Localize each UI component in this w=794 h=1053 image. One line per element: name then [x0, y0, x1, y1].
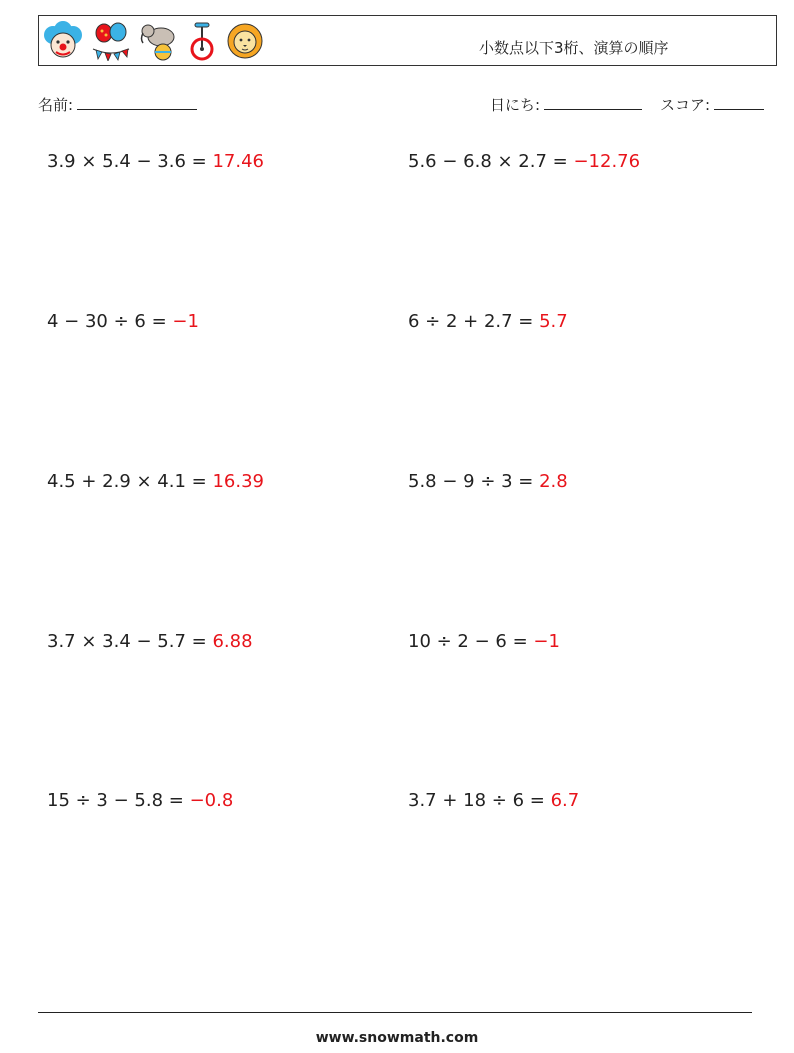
expression: 3.7 × 3.4 − 5.7 = [47, 631, 213, 652]
problem-5 [47, 471, 264, 492]
score-blank[interactable] [714, 95, 764, 110]
answer: 2.8 [539, 471, 568, 492]
answer: −1 [533, 631, 560, 652]
answer: 6.88 [212, 631, 253, 652]
unicycle-icon [187, 21, 217, 61]
answer: −0.8 [189, 790, 234, 811]
balloons-bunting-icon [91, 21, 131, 61]
problem-7 [47, 631, 253, 652]
footer-url[interactable]: www.snowmath.com [315, 1030, 479, 1046]
problem-2 [408, 151, 640, 172]
answer: −12.76 [573, 151, 641, 172]
date-field [490, 94, 642, 115]
answer: −1 [172, 311, 199, 332]
worksheet-header [38, 15, 777, 66]
circus-elephant-icon [139, 21, 179, 61]
answer: 17.46 [212, 151, 264, 172]
date-blank[interactable] [544, 95, 642, 110]
expression: 3.9 × 5.4 − 3.6 = [47, 151, 213, 172]
expression: 4.5 + 2.9 × 4.1 = [47, 471, 213, 492]
clown-icon [43, 21, 83, 61]
expression: 5.6 − 6.8 × 2.7 = [408, 151, 574, 172]
problem-3 [47, 311, 199, 332]
score-field [660, 94, 764, 115]
expression: 5.8 − 9 ÷ 3 = [408, 471, 540, 492]
problem-4 [408, 311, 568, 332]
date-label: 日にち: [490, 96, 541, 114]
expression: 4 − 30 ÷ 6 = [47, 311, 173, 332]
answer: 5.7 [539, 311, 568, 332]
name-field [38, 94, 197, 115]
problem-1 [47, 151, 264, 172]
expression: 6 ÷ 2 + 2.7 = [408, 311, 540, 332]
answer: 6.7 [550, 790, 580, 811]
name-blank[interactable] [77, 95, 197, 110]
worksheet-title: 小数点以下3桁、演算の順序 [479, 39, 669, 57]
answer: 16.39 [212, 471, 264, 492]
problem-10 [408, 790, 579, 811]
footer-divider [38, 1012, 752, 1013]
expression: 10 ÷ 2 − 6 = [408, 631, 534, 652]
header-icons [43, 20, 265, 62]
problem-8 [408, 631, 560, 652]
lion-icon [225, 21, 265, 61]
expression: 3.7 + 18 ÷ 6 = [408, 790, 551, 811]
problem-6 [408, 471, 568, 492]
problem-9 [47, 790, 233, 811]
name-label: 名前: [38, 96, 74, 114]
score-label: スコア: [660, 96, 711, 114]
expression: 15 ÷ 3 − 5.8 = [47, 790, 190, 811]
